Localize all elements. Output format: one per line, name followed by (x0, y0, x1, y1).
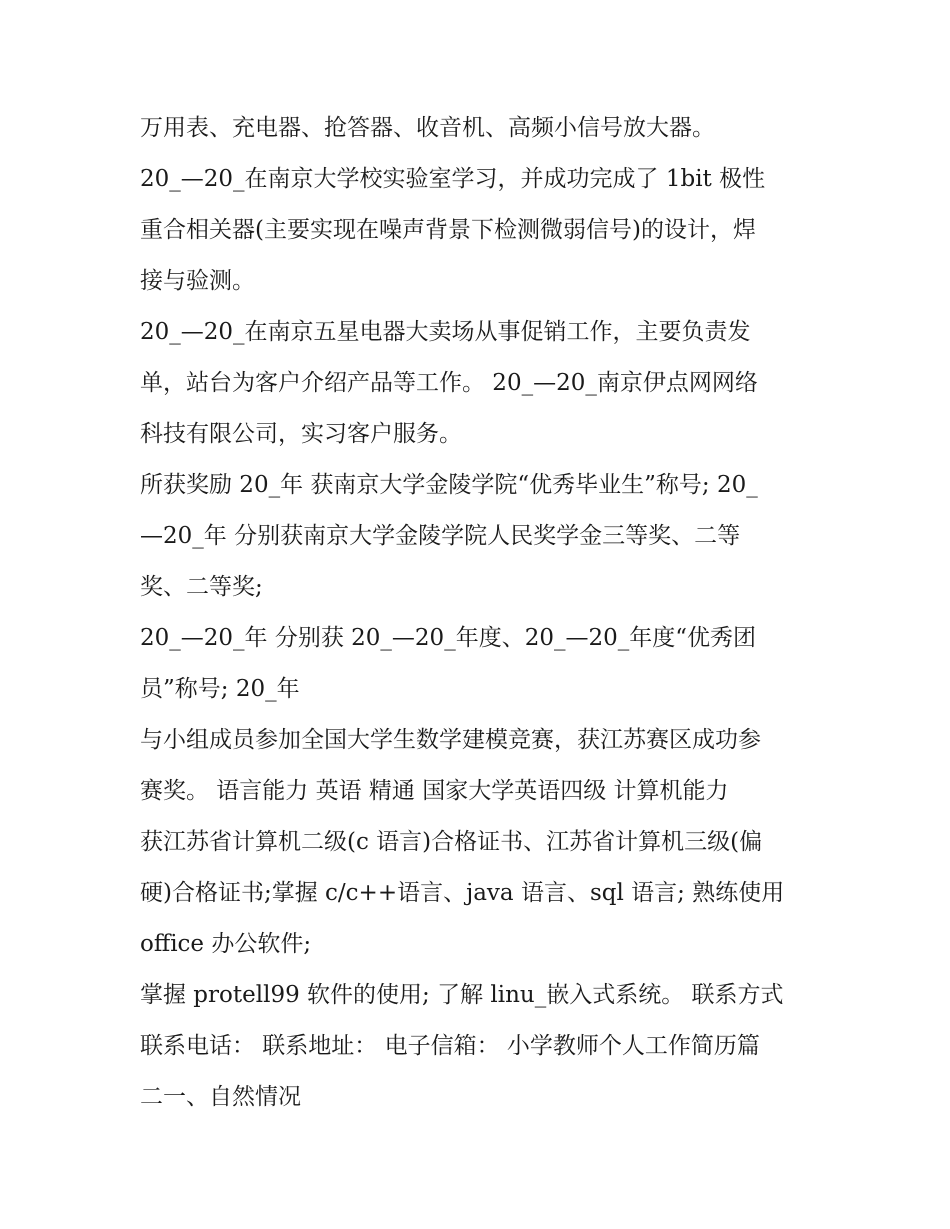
text-line: 万用表、充电器、抢答器、收音机、高频小信号放大器。 (140, 115, 715, 141)
document-body (140, 103, 830, 1123)
text-line: 单，站台为客户介绍产品等工作。 20_—20_南京伊点网网络 (140, 370, 758, 396)
text-line: 掌握 protell99 软件的使用; 了解 linu_嵌入式系统。 联系方式 (140, 982, 784, 1008)
text-line: 二一、自然情况 (140, 1084, 301, 1110)
text-line: 重合相关器(主要实现在噪声背景下检测微弱信号)的设计，焊 (140, 217, 756, 243)
text-line: 20_—20_年 分别获 20_—20_年度、20_—20_年度“优秀团 (140, 625, 756, 651)
text-line: office 办公软件; (140, 931, 312, 957)
text-line: 与小组成员参加全国大学生数学建模竞赛，获江苏赛区成功参 (140, 727, 761, 753)
text-line: 接与验测。 (140, 268, 255, 294)
text-line: 硬)合格证书;掌握 c/c++语言、java 语言、sql 语言; 熟练使用 (140, 880, 785, 906)
text-line: —20_年 分别获南京大学金陵学院人民奖学金三等奖、二等 (140, 523, 741, 549)
text-line: 员”称号; 20_年 (140, 676, 300, 702)
text-line: 联系电话： 联系地址： 电子信箱： 小学教师个人工作简历篇 (140, 1033, 760, 1059)
text-line: 所获奖励 20_年 获南京大学金陵学院“优秀毕业生”称号; 20_ (140, 472, 758, 498)
text-line: 获江苏省计算机二级(c 语言)合格证书、江苏省计算机三级(偏 (140, 829, 763, 855)
text-line: 科技有限公司，实习客户服务。 (140, 421, 462, 447)
text-line: 20_—20_在南京大学校实验室学习，并成功完成了 1bit 极性 (140, 166, 766, 192)
text-line: 奖、二等奖; (140, 574, 263, 600)
text-line: 20_—20_在南京五星电器大卖场从事促销工作，主要负责发 (140, 319, 751, 345)
text-line: 赛奖。 语言能力 英语 精通 国家大学英语四级 计算机能力 (140, 778, 729, 804)
